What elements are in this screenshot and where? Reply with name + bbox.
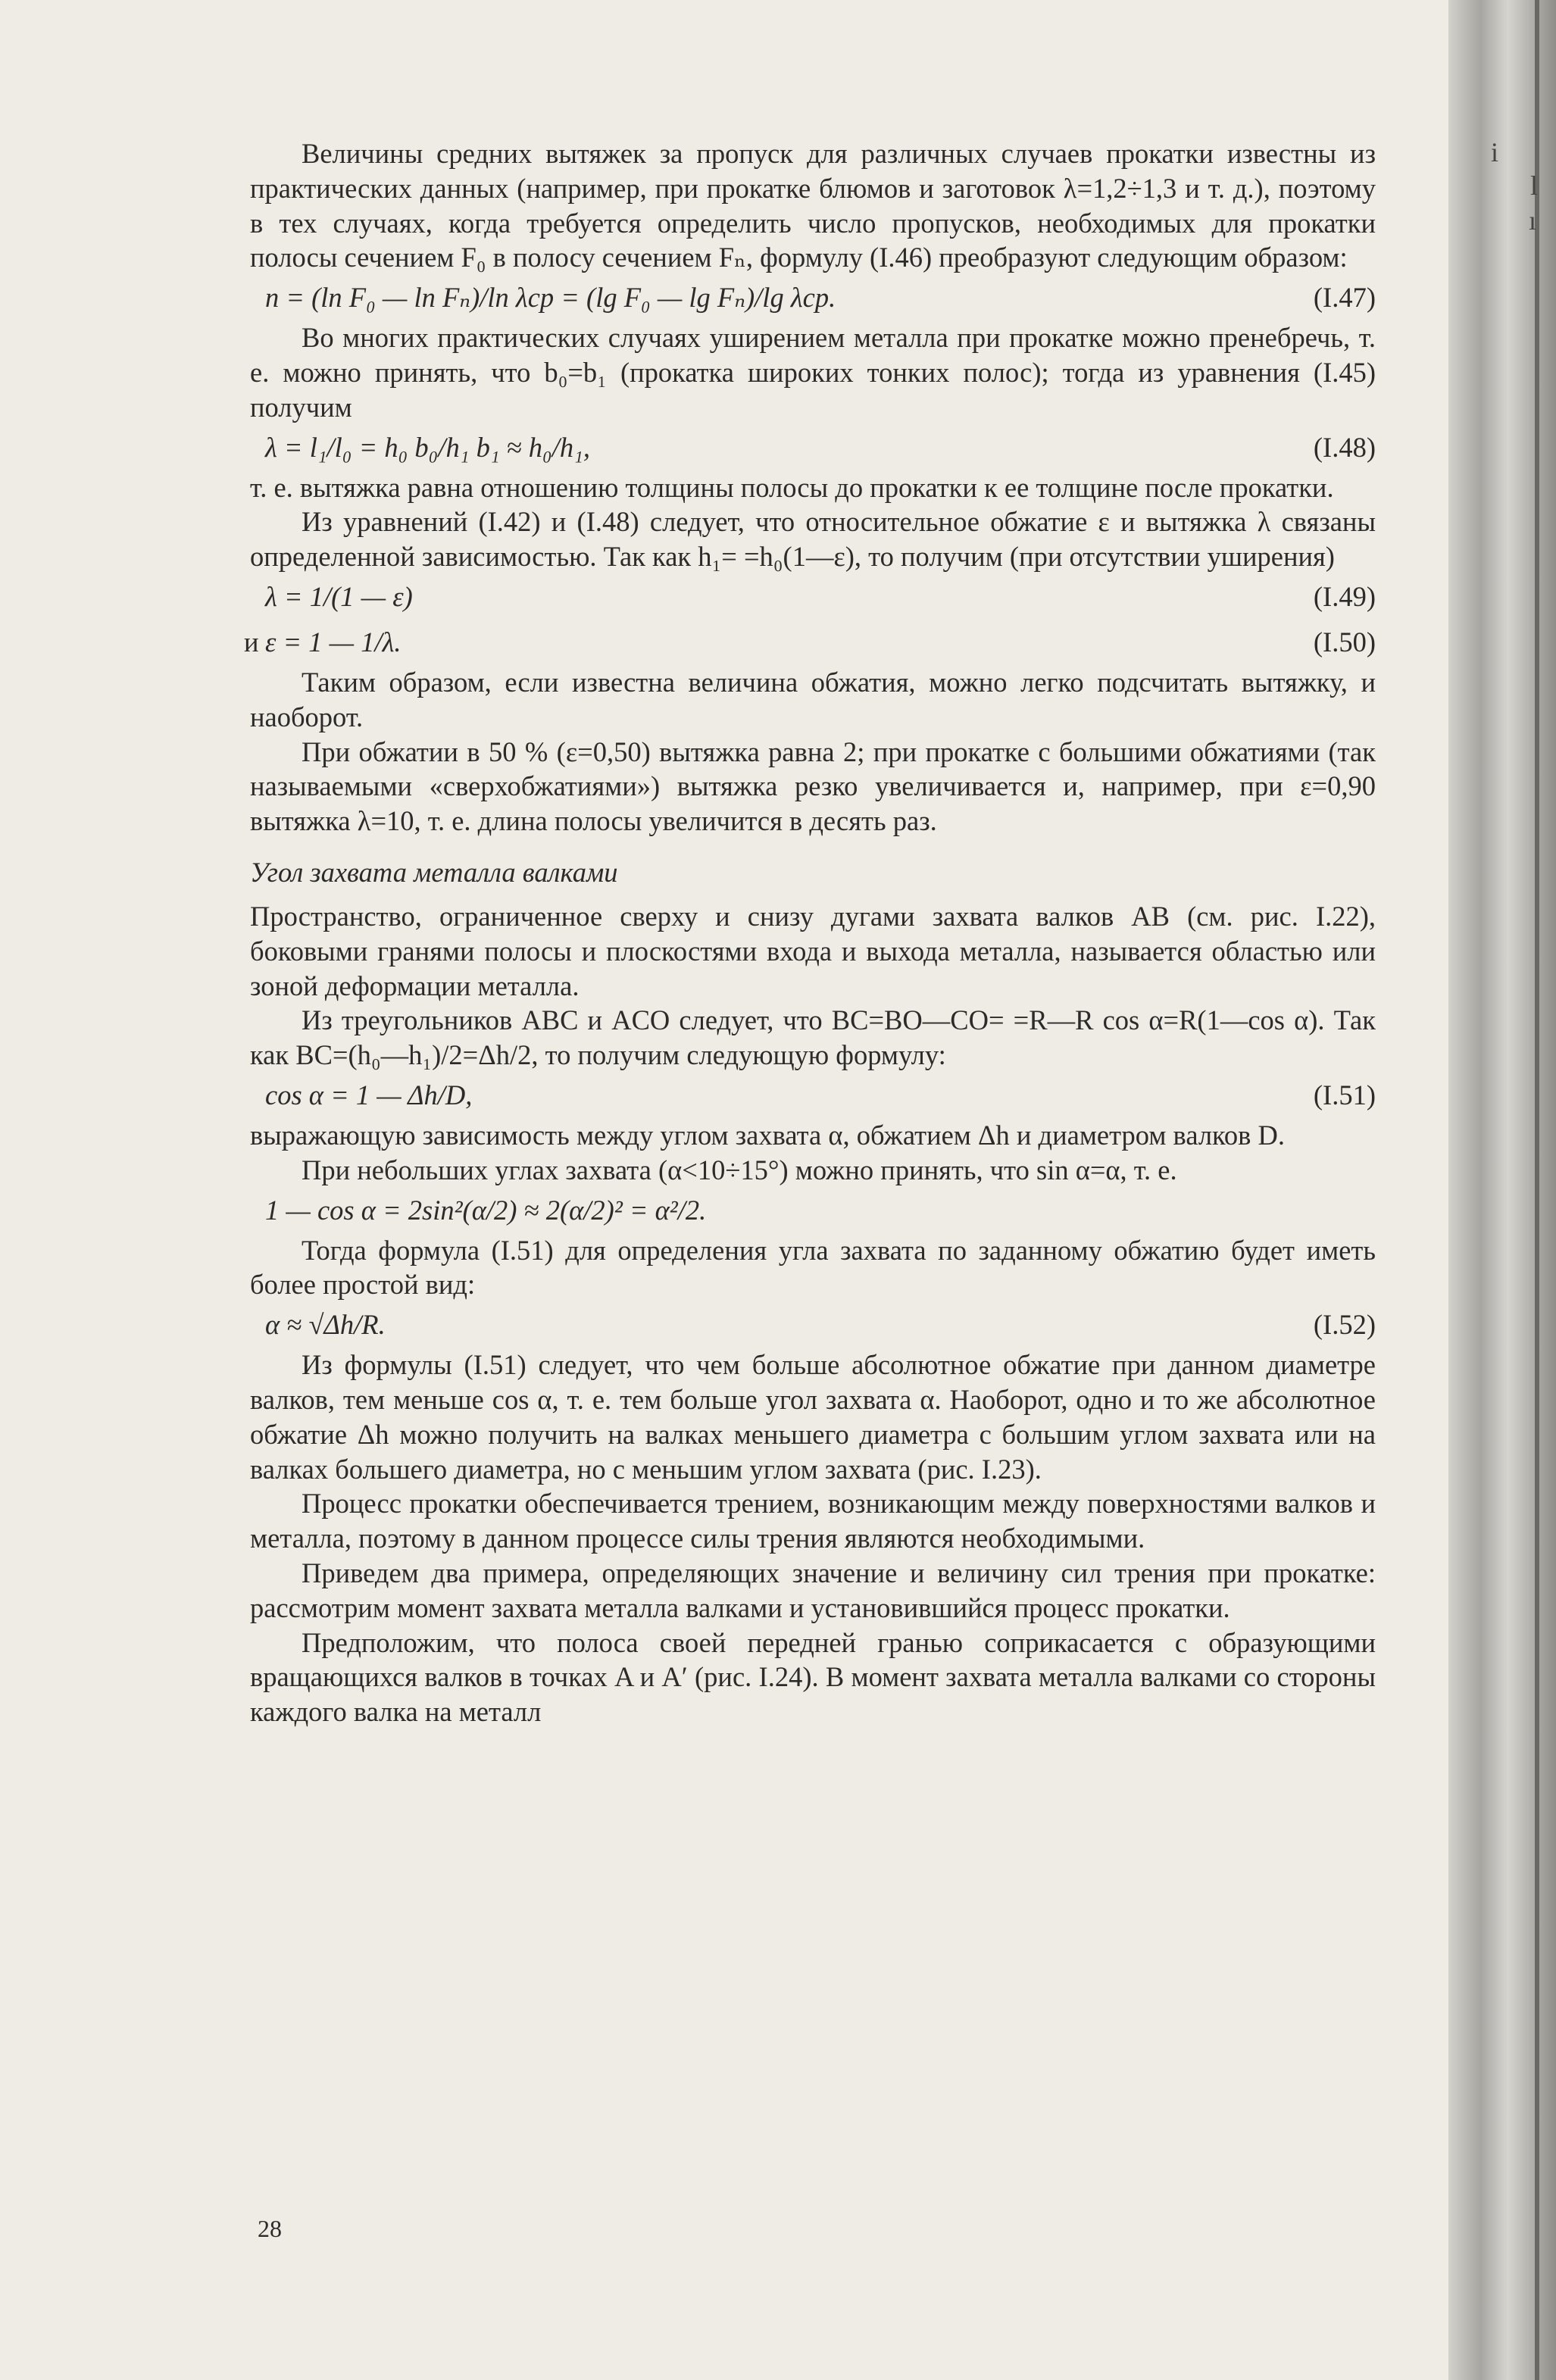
equation-expression: 1 — cos α = 2sin²(α/2) ≈ 2(α/2)² = α²/2.	[265, 1194, 707, 1226]
equation-conjunction: и	[244, 626, 259, 658]
paragraph: При обжатии в 50 % (ε=0,50) вытяжка равна 2; при прокатке с большими обжатиями (так называемыми «сверхобжатиями») вытяжка резко увеличивается и, например, при ε=0,90 вытяжка λ=10, т. е. длина полосы увеличится в десять раз.	[250, 736, 1376, 837]
equation-expression: λ = l₁/l₀ = h₀ b₀/h₁ b₁ ≈ h₀/h₁,	[265, 431, 590, 463]
equation-expression: α ≈ √Δh/R.	[265, 1309, 386, 1341]
paragraph: Из уравнений (I.42) и (I.48) следует, что относительное обжатие ε и вытяжка λ связаны определенной зависимостью. Так как h₁= =h₀(1—ε), то получим (при отсутствии уширения)	[250, 506, 1376, 573]
equation-expression: cos α = 1 — Δh/D,	[265, 1079, 473, 1111]
book-spine	[1448, 0, 1556, 2380]
paragraph: Приведем два примера, определяющих значение и величину сил трения при прокатке: рассмотрим момент захвата металла валками и установившийся процесс прокатки.	[250, 1557, 1376, 1623]
spine-edge-line	[1535, 0, 1539, 2380]
equation-number: (I.47)	[1313, 282, 1376, 314]
equation-small-angle	[250, 1188, 1376, 1233]
paragraph: Из формулы (I.51) следует, что чем больше абсолютное обжатие при данном диаметре валков, тем меньше cos α, т. е. тем больше угол захвата α. Наоборот, одно и то же абсолютное обжатие Δh можно получить на валках меньшего диаметра с большим углом захвата или на валках большего диаметра, но с меньшим углом захвата (рис. I.23).	[250, 1349, 1376, 1485]
equation-expression: ε = 1 — 1/λ.	[265, 626, 401, 658]
paragraph: Процесс прокатки обеспечивается трением, возникающим между поверхностями валков и металла, поэтому в данном процессе силы трения являются необходимыми.	[250, 1488, 1376, 1554]
paragraph: выражающую зависимость между углом захвата α, обжатием Δh и диаметром валков D.	[250, 1119, 1286, 1151]
equation-i52	[250, 1302, 1376, 1348]
paragraph: При небольших углах захвата (α<10÷15°) можно принять, что sin α=α, т. е.	[302, 1154, 1177, 1185]
section-heading: Угол захвата металла валками	[250, 856, 618, 888]
paragraph: т. е. вытяжка равна отношению толщины полосы до прокатки к ее толщине после прокатки.	[250, 471, 1334, 503]
equation-i49	[250, 574, 1376, 620]
paragraph: Пространство, ограниченное сверху и снизу дугами захвата валков AB (см. рис. I.22), боковыми гранями полосы и плоскостями входа и выхода металла, называется областью или зоной деформации металла.	[250, 900, 1376, 1001]
equation-i50	[244, 620, 1376, 665]
edge-mark: i	[1491, 137, 1499, 167]
paragraph: Из треугольников ABC и ACO следует, что BC=BO—CO= =R—R cos α=R(1—cos α). Так как BC=(h₀—h₁)/2=Δh/2, то получим следующую формулу:	[250, 1004, 1376, 1071]
paragraph: Во многих практических случаях уширением металла при прокатке можно пренебречь, т. е. можно принять, что b₀=b₁ (прокатка широких тонких полос); тогда из уравнения (I.45) получим	[250, 322, 1376, 423]
edge-mark: l	[1530, 170, 1539, 201]
equation-i47	[250, 275, 1376, 320]
paragraph: Тогда формула (I.51) для определения угла захвата по заданному обжатию будет иметь более простой вид:	[250, 1234, 1376, 1301]
paragraph: Величины средних вытяжек за пропуск для различных случаев прокатки известны из практических данных (например, при прокатке блюмов и заготовок λ=1,2÷1,3 и т. д.), поэтому в тех случаях, когда требуется определить число пропусков, необходимых для прокатки полосы сечением F₀ в полосу сечением Fₙ, формулу (I.46) преобразуют следующим образом:	[250, 138, 1376, 273]
page-text	[244, 136, 1376, 1729]
paragraph: Таким образом, если известна величина обжатия, можно легко подсчитать вытяжку, и наоборот.	[250, 666, 1376, 732]
equation-expression: λ = 1/(1 — ε)	[265, 581, 413, 613]
equation-number: (I.50)	[1313, 626, 1376, 657]
equation-number: (I.51)	[1313, 1079, 1376, 1110]
page-number: 28	[258, 2215, 282, 2242]
equation-expression: n = (ln F₀ — ln Fₙ)/ln λср = (lg F₀ — lg Fₙ)/lg λср.	[265, 282, 836, 314]
equation-i48	[250, 425, 1376, 470]
equation-i51	[250, 1073, 1376, 1118]
equation-number: (I.48)	[1313, 431, 1376, 463]
paragraph: Предположим, что полоса своей передней гранью соприкасается с образующими вращающихся валков в точках A и A′ (рис. I.24). В момент захвата металла валками со стороны каждого валка на металл	[250, 1626, 1376, 1728]
equation-number: (I.52)	[1313, 1309, 1376, 1341]
edge-mark: ı	[1529, 205, 1537, 236]
equation-number: (I.49)	[1313, 580, 1376, 612]
